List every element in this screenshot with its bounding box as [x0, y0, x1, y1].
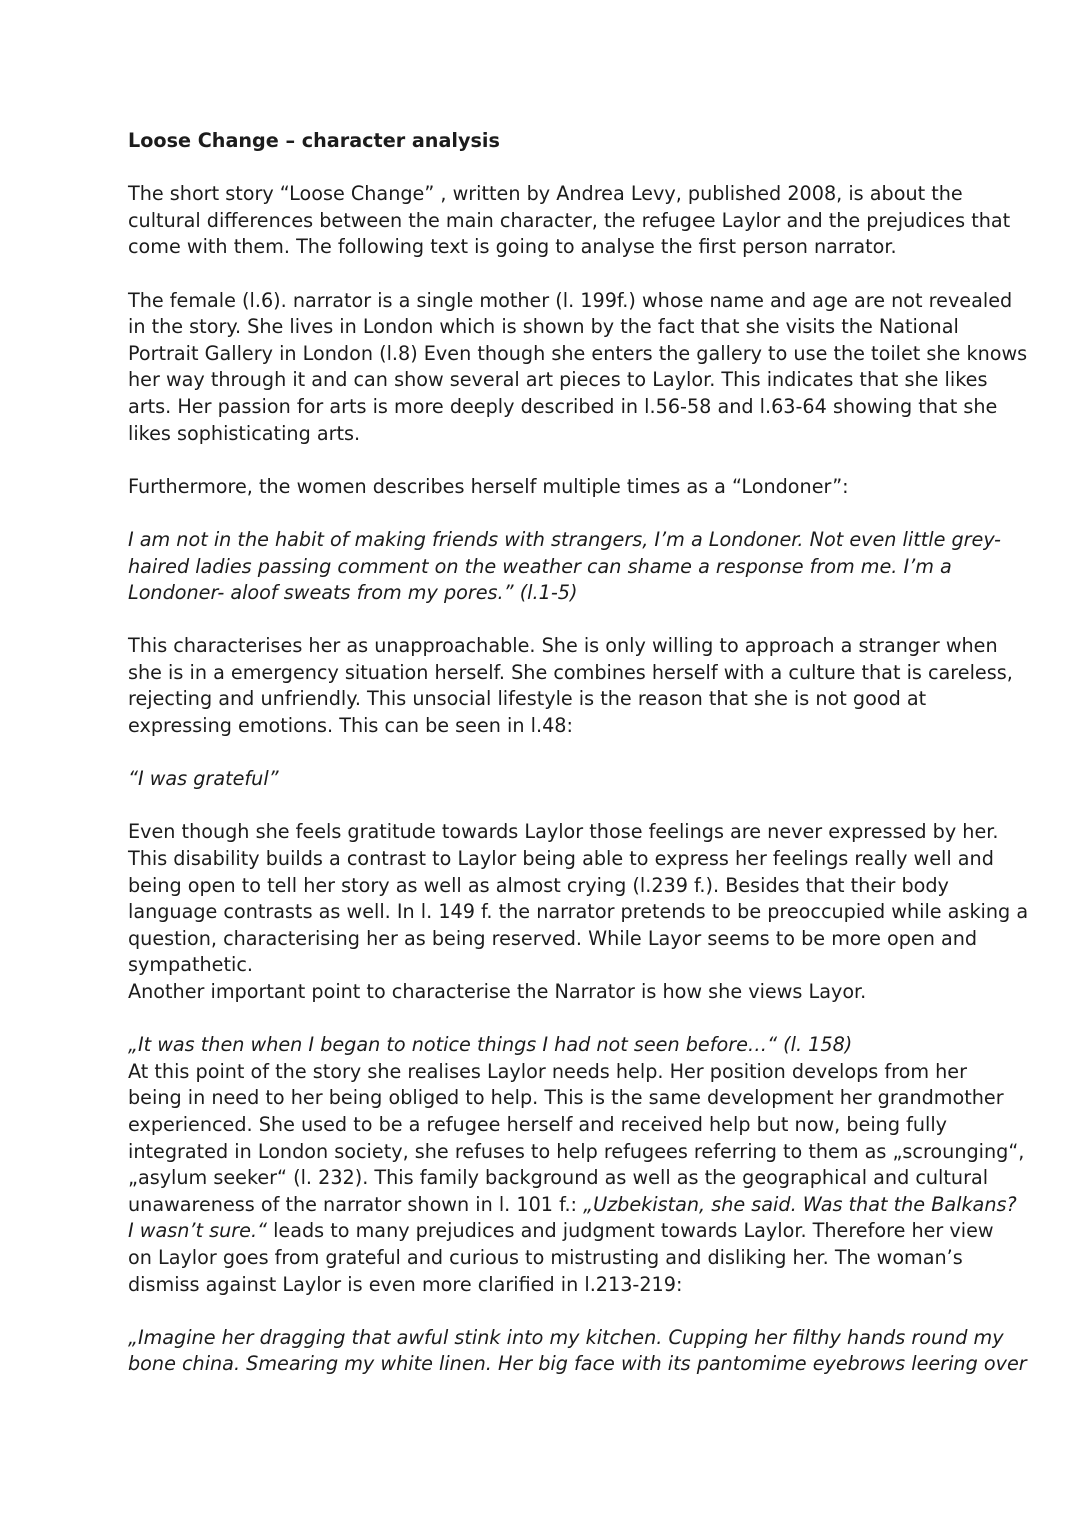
- text-line: likes sophisticating arts.: [128, 421, 361, 445]
- text-line: sympathetic.: [128, 953, 253, 977]
- quote-line: „It was then when I began to notice things I had not seen before…“ (l. 158): [128, 1033, 853, 1057]
- quote-londoner: [128, 527, 1001, 607]
- inline-quote: I wasn’t sure.“: [128, 1219, 267, 1243]
- text-line: question, characterising her as being reserved. While Layor seems to be more open and: [128, 926, 978, 950]
- quote-line: I am not in the habit of making friends with strangers, I’m a Londoner. Not even little grey-: [128, 527, 1001, 551]
- quote-line: Londoner- aloof sweats from my pores.” (l.1-5): [128, 581, 578, 605]
- text-segment: leads to many prejudices and judgment towards Laylor. Therefore her view: [266, 1219, 994, 1243]
- text-line: being open to tell her story as well as almost crying (l.239 f.). Besides that their body: [128, 873, 949, 897]
- text-line: Portrait Gallery in London (l.8) Even though she enters the gallery to use the toilet she knows: [128, 341, 1028, 365]
- quote-line: haired ladies passing comment on the weather can shame a response from me. I’m a: [128, 554, 952, 578]
- text-line: Furthermore, the women describes herself multiple times as a “Londoner”:: [128, 474, 849, 498]
- mixed-text-line: [128, 1218, 994, 1245]
- text-segment: unawareness of the narrator shown in l. 101 f.:: [128, 1192, 584, 1216]
- text-line: „asylum seeker“ (l. 232). This family background as well as the geographical and cultural: [128, 1166, 989, 1190]
- text-line: experienced. She used to be a refugee herself and received help but now, being fully: [128, 1112, 948, 1136]
- document-title: Loose Change – character analysis: [128, 129, 500, 152]
- quote-grateful: [128, 766, 968, 793]
- text-line: being in need to her being obliged to help. This is the same development her grandmother: [128, 1086, 1004, 1110]
- text-line: This characterises her as unapproachable. She is only willing to approach a stranger when: [128, 634, 998, 658]
- text-line: The female (l.6). narrator is a single mother (l. 199f.) whose name and age are not revealed: [128, 288, 1013, 312]
- paragraph-narrator-description: [128, 288, 1028, 448]
- quote-kitchen: [128, 1325, 1027, 1378]
- text-line: in the story. She lives in London which is shown by the fact that she visits the National: [128, 315, 959, 339]
- paragraph-unapproachable: [128, 633, 1013, 739]
- text-line: on Laylor goes from grateful and curious to mistrusting and disliking her. The woman’s: [128, 1245, 963, 1269]
- paragraph-londoner-intro: [128, 474, 968, 501]
- paragraph-gratitude-contrast: [128, 819, 1029, 1005]
- quote-line: bone china. Smearing my white linen. Her big face with its pantomime eyebrows leering over: [128, 1352, 1027, 1376]
- text-line: dismiss against Laylor is even more clarified in l.213-219:: [128, 1272, 683, 1296]
- text-line: This disability builds a contrast to Laylor being able to express her feelings really well and: [128, 847, 994, 871]
- inline-quote: „Uzbekistan, she said. Was that the Balkans?: [583, 1192, 1017, 1216]
- text-line: come with them. The following text is going to analyse the first person narrator.: [128, 235, 897, 259]
- quote-line: „Imagine her dragging that awful stink into my kitchen. Cupping her filthy hands round my: [128, 1325, 1004, 1349]
- text-line: language contrasts as well. In l. 149 f. the narrator pretends to be preoccupied while asking a: [128, 900, 1029, 924]
- text-line: At this point of the story she realises Laylor needs help. Her position develops from her: [128, 1059, 967, 1083]
- text-line: expressing emotions. This can be seen in l.48:: [128, 714, 573, 738]
- paragraph-introduction: [128, 181, 1011, 261]
- text-line: cultural differences between the main character, the refugee Laylor and the prejudices that: [128, 208, 1011, 232]
- text-line: arts. Her passion for arts is more deeply described in l.56-58 and l.63-64 showing that she: [128, 394, 998, 418]
- text-line: Even though she feels gratitude towards Laylor those feelings are never expressed by her.: [128, 820, 999, 844]
- paragraph-view-of-laylor: [128, 1032, 1025, 1298]
- text-line: her way through it and can show several art pieces to Laylor. This indicates that she likes: [128, 368, 988, 392]
- text-line: rejecting and unfriendly. This unsocial lifestyle is the reason that she is not good at: [128, 687, 927, 711]
- text-line: Another important point to characterise the Narrator is how she views Layor.: [128, 980, 867, 1003]
- text-line: she is in a emergency situation herself. She combines herself with a culture that is careless,: [128, 660, 1013, 684]
- quote-line: “I was grateful”: [128, 767, 279, 791]
- text-line: integrated in London society, she refuses to help refugees referring to them as „scrounging“,: [128, 1139, 1025, 1163]
- text-line: The short story “Loose Change” , written by Andrea Levy, published 2008, is about the: [128, 182, 963, 206]
- mixed-text-line: [128, 1192, 1017, 1219]
- document-page: [128, 128, 1029, 1378]
